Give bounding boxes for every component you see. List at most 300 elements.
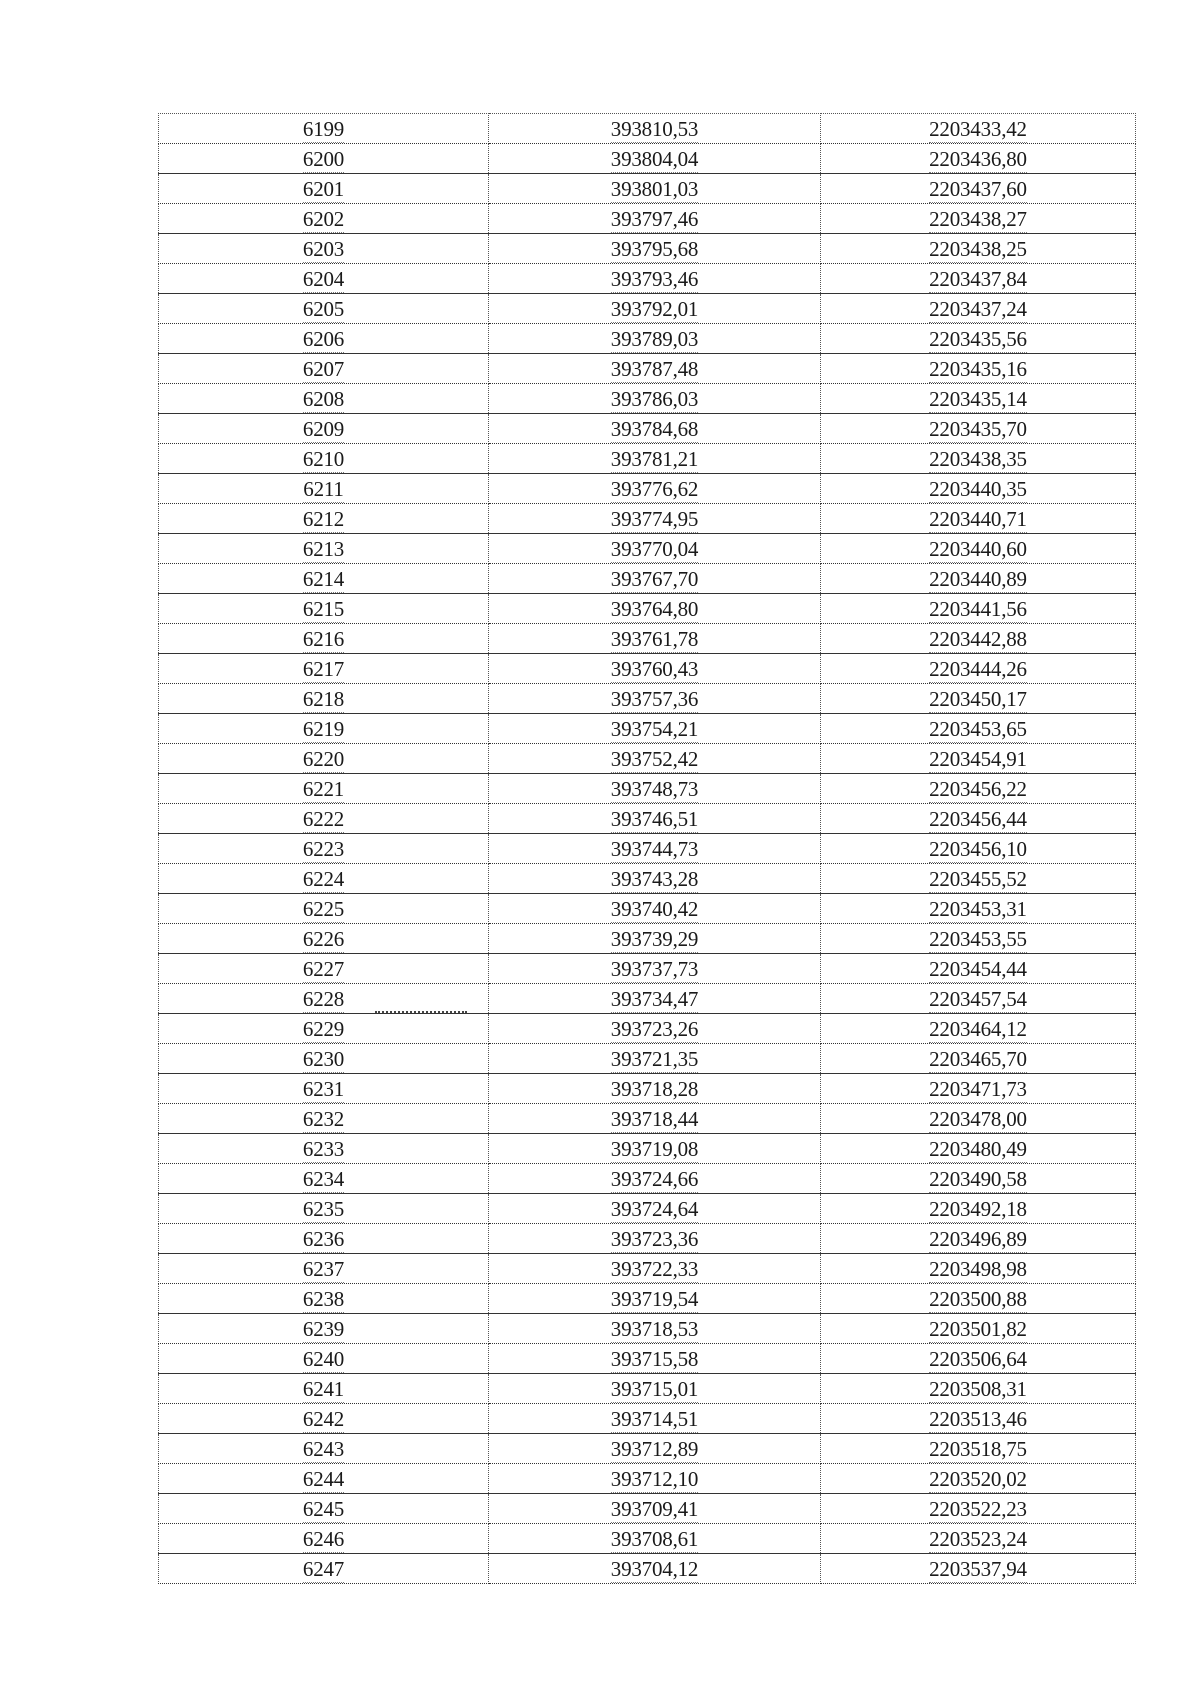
cell-value: 2203453,65 bbox=[929, 717, 1027, 741]
y-coordinate-cell bbox=[821, 264, 1136, 294]
table-row bbox=[159, 294, 1136, 324]
y-coordinate-cell bbox=[821, 1524, 1136, 1554]
table-row bbox=[159, 204, 1136, 234]
y-coordinate-cell bbox=[821, 474, 1136, 504]
table-row bbox=[159, 684, 1136, 714]
cell-value: 2203438,35 bbox=[929, 447, 1027, 471]
table-row bbox=[159, 774, 1136, 804]
table-row bbox=[159, 924, 1136, 954]
cell-value: 2203500,88 bbox=[929, 1287, 1027, 1311]
y-coordinate-cell bbox=[821, 894, 1136, 924]
cell-value: 393786,03 bbox=[610, 387, 699, 411]
cell-value: 393767,70 bbox=[610, 567, 699, 591]
cell-value: 2203433,42 bbox=[929, 117, 1027, 141]
cell-value: 2203457,54 bbox=[929, 987, 1027, 1011]
x-coordinate-cell bbox=[489, 594, 821, 624]
y-coordinate-cell bbox=[821, 1284, 1136, 1314]
x-coordinate-cell bbox=[489, 1194, 821, 1224]
x-coordinate-cell bbox=[489, 1434, 821, 1464]
cell-value: 393793,46 bbox=[610, 267, 699, 291]
table-row bbox=[159, 624, 1136, 654]
cell-value: 2203518,75 bbox=[929, 1437, 1027, 1461]
x-coordinate-cell bbox=[489, 1044, 821, 1074]
x-coordinate-cell bbox=[489, 624, 821, 654]
table-row bbox=[159, 504, 1136, 534]
cell-value: 2203453,31 bbox=[929, 897, 1027, 921]
y-coordinate-cell bbox=[821, 354, 1136, 384]
x-coordinate-cell bbox=[489, 1374, 821, 1404]
point-number-cell bbox=[159, 714, 489, 744]
point-number-cell bbox=[159, 774, 489, 804]
y-coordinate-cell bbox=[821, 204, 1136, 234]
x-coordinate-cell bbox=[489, 1314, 821, 1344]
coordinate-table-body bbox=[159, 114, 1136, 1584]
cell-value: 393784,68 bbox=[610, 417, 699, 441]
table-row bbox=[159, 1344, 1136, 1374]
cell-value: 393715,58 bbox=[610, 1347, 699, 1371]
y-coordinate-cell bbox=[821, 864, 1136, 894]
table-row bbox=[159, 1464, 1136, 1494]
table-row bbox=[159, 654, 1136, 684]
table-row bbox=[159, 594, 1136, 624]
cell-value: 393723,26 bbox=[610, 1017, 699, 1041]
x-coordinate-cell bbox=[489, 1284, 821, 1314]
cell-value: 2203478,00 bbox=[929, 1107, 1027, 1131]
cell-value: 2203537,94 bbox=[929, 1557, 1027, 1581]
cell-value: 2203508,31 bbox=[929, 1377, 1027, 1401]
cell-value: 2203441,56 bbox=[929, 597, 1027, 621]
point-number-cell bbox=[159, 1374, 489, 1404]
x-coordinate-cell bbox=[489, 324, 821, 354]
cell-value: 393739,29 bbox=[610, 927, 699, 951]
cell-value: 393789,03 bbox=[610, 327, 699, 351]
point-number-cell bbox=[159, 864, 489, 894]
x-coordinate-cell bbox=[489, 954, 821, 984]
point-number-cell bbox=[159, 1074, 489, 1104]
cell-value: 6221 bbox=[302, 777, 345, 801]
y-coordinate-cell bbox=[821, 1014, 1136, 1044]
y-coordinate-cell bbox=[821, 954, 1136, 984]
x-coordinate-cell bbox=[489, 804, 821, 834]
point-number-cell bbox=[159, 564, 489, 594]
table-row bbox=[159, 834, 1136, 864]
y-coordinate-cell bbox=[821, 534, 1136, 564]
point-number-cell bbox=[159, 1554, 489, 1584]
y-coordinate-cell bbox=[821, 1254, 1136, 1284]
cell-value: 393792,01 bbox=[610, 297, 699, 321]
cell-value: 393761,78 bbox=[610, 627, 699, 651]
point-number-cell bbox=[159, 1464, 489, 1494]
cell-value: 6236 bbox=[302, 1227, 345, 1251]
x-coordinate-cell bbox=[489, 924, 821, 954]
cell-value: 2203496,89 bbox=[929, 1227, 1027, 1251]
point-number-cell bbox=[159, 1164, 489, 1194]
x-coordinate-cell bbox=[489, 1524, 821, 1554]
cell-value: 6206 bbox=[302, 327, 345, 351]
x-coordinate-cell bbox=[489, 984, 821, 1014]
table-row bbox=[159, 1224, 1136, 1254]
cell-value: 6228 bbox=[302, 987, 345, 1011]
point-number-cell bbox=[159, 894, 489, 924]
cell-value: 393760,43 bbox=[610, 657, 699, 681]
cell-value: 2203456,10 bbox=[929, 837, 1027, 861]
cell-value: 393712,10 bbox=[610, 1467, 699, 1491]
y-coordinate-cell bbox=[821, 714, 1136, 744]
table-row bbox=[159, 714, 1136, 744]
cell-value: 393774,95 bbox=[610, 507, 699, 531]
cell-value: 2203465,70 bbox=[929, 1047, 1027, 1071]
cell-value: 6203 bbox=[302, 237, 345, 261]
y-coordinate-cell bbox=[821, 654, 1136, 684]
coordinate-table-page bbox=[158, 113, 1135, 1584]
table-row bbox=[159, 1494, 1136, 1524]
cell-value: 393787,48 bbox=[610, 357, 699, 381]
y-coordinate-cell bbox=[821, 684, 1136, 714]
y-coordinate-cell bbox=[821, 984, 1136, 1014]
cell-value: 6217 bbox=[302, 657, 345, 681]
point-number-cell bbox=[159, 1494, 489, 1524]
cell-value: 6220 bbox=[302, 747, 345, 771]
point-number-cell bbox=[159, 504, 489, 534]
y-coordinate-cell bbox=[821, 174, 1136, 204]
point-number-cell bbox=[159, 534, 489, 564]
table-row bbox=[159, 1524, 1136, 1554]
y-coordinate-cell bbox=[821, 744, 1136, 774]
cell-value: 393748,73 bbox=[610, 777, 699, 801]
cell-value: 393810,53 bbox=[610, 117, 699, 141]
y-coordinate-cell bbox=[821, 834, 1136, 864]
y-coordinate-cell bbox=[821, 1134, 1136, 1164]
y-coordinate-cell bbox=[821, 564, 1136, 594]
cell-value: 6225 bbox=[302, 897, 345, 921]
cell-value: 6215 bbox=[302, 597, 345, 621]
y-coordinate-cell bbox=[821, 234, 1136, 264]
x-coordinate-cell bbox=[489, 114, 821, 144]
table-row bbox=[159, 804, 1136, 834]
cell-value: 6211 bbox=[303, 477, 344, 501]
cell-value: 6223 bbox=[302, 837, 345, 861]
x-coordinate-cell bbox=[489, 1224, 821, 1254]
y-coordinate-cell bbox=[821, 1104, 1136, 1134]
table-row bbox=[159, 1374, 1136, 1404]
cell-value: 393708,61 bbox=[610, 1527, 699, 1551]
cell-value: 2203438,25 bbox=[929, 237, 1027, 261]
cell-value: 6202 bbox=[302, 207, 345, 231]
cell-value: 2203456,44 bbox=[929, 807, 1027, 831]
cell-value: 2203454,44 bbox=[929, 957, 1027, 981]
cell-value: 6205 bbox=[302, 297, 345, 321]
cell-value: 393709,41 bbox=[610, 1497, 699, 1521]
x-coordinate-cell bbox=[489, 1494, 821, 1524]
cell-value: 393718,44 bbox=[610, 1107, 699, 1131]
x-coordinate-cell bbox=[489, 204, 821, 234]
cell-value: 6244 bbox=[302, 1467, 345, 1491]
cell-value: 393781,21 bbox=[610, 447, 699, 471]
cell-value: 6212 bbox=[302, 507, 345, 531]
y-coordinate-cell bbox=[821, 1374, 1136, 1404]
y-coordinate-cell bbox=[821, 144, 1136, 174]
cell-value: 6241 bbox=[302, 1377, 345, 1401]
point-number-cell bbox=[159, 1104, 489, 1134]
y-coordinate-cell bbox=[821, 1224, 1136, 1254]
point-number-cell bbox=[159, 1134, 489, 1164]
cell-value: 6199 bbox=[302, 117, 345, 141]
table-row bbox=[159, 1074, 1136, 1104]
cell-value: 6219 bbox=[302, 717, 345, 741]
point-number-cell bbox=[159, 1434, 489, 1464]
table-row bbox=[159, 1194, 1136, 1224]
point-number-cell bbox=[159, 1194, 489, 1224]
cell-value: 6226 bbox=[302, 927, 345, 951]
cell-value: 2203440,71 bbox=[929, 507, 1027, 531]
cell-value: 2203471,73 bbox=[929, 1077, 1027, 1101]
cell-value: 393723,36 bbox=[610, 1227, 699, 1251]
cell-value: 393754,21 bbox=[610, 717, 699, 741]
cell-value: 2203453,55 bbox=[929, 927, 1027, 951]
point-number-cell bbox=[159, 1524, 489, 1554]
cell-value: 2203523,24 bbox=[929, 1527, 1027, 1551]
x-coordinate-cell bbox=[489, 684, 821, 714]
point-number-cell bbox=[159, 204, 489, 234]
cell-value: 6207 bbox=[302, 357, 345, 381]
cell-value: 6232 bbox=[302, 1107, 345, 1131]
table-row bbox=[159, 1434, 1136, 1464]
cell-value: 393804,04 bbox=[610, 147, 699, 171]
cell-value: 6218 bbox=[302, 687, 345, 711]
table-row bbox=[159, 1014, 1136, 1044]
table-row bbox=[159, 534, 1136, 564]
y-coordinate-cell bbox=[821, 324, 1136, 354]
y-coordinate-cell bbox=[821, 1404, 1136, 1434]
cell-value: 393764,80 bbox=[610, 597, 699, 621]
cell-value: 393801,03 bbox=[610, 177, 699, 201]
x-coordinate-cell bbox=[489, 654, 821, 684]
point-number-cell bbox=[159, 1314, 489, 1344]
y-coordinate-cell bbox=[821, 1344, 1136, 1374]
cell-value: 6235 bbox=[302, 1197, 345, 1221]
cell-value: 393712,89 bbox=[610, 1437, 699, 1461]
table-row bbox=[159, 1314, 1136, 1344]
table-row bbox=[159, 1404, 1136, 1434]
cell-value: 6245 bbox=[302, 1497, 345, 1521]
cell-value: 6227 bbox=[302, 957, 345, 981]
table-row bbox=[159, 1254, 1136, 1284]
y-coordinate-cell bbox=[821, 1434, 1136, 1464]
x-coordinate-cell bbox=[489, 564, 821, 594]
cell-value: 6240 bbox=[302, 1347, 345, 1371]
cell-value: 2203480,49 bbox=[929, 1137, 1027, 1161]
x-coordinate-cell bbox=[489, 1014, 821, 1044]
point-number-cell bbox=[159, 984, 489, 1014]
cell-value: 2203506,64 bbox=[929, 1347, 1027, 1371]
y-coordinate-cell bbox=[821, 1314, 1136, 1344]
cell-value: 393797,46 bbox=[610, 207, 699, 231]
table-row bbox=[159, 1554, 1136, 1584]
cell-value: 393718,53 bbox=[610, 1317, 699, 1341]
cell-value: 393719,08 bbox=[610, 1137, 699, 1161]
cell-value: 6224 bbox=[302, 867, 345, 891]
point-number-cell bbox=[159, 1404, 489, 1434]
table-row bbox=[159, 264, 1136, 294]
y-coordinate-cell bbox=[821, 504, 1136, 534]
point-number-cell bbox=[159, 414, 489, 444]
coordinate-table bbox=[158, 113, 1136, 1584]
x-coordinate-cell bbox=[489, 444, 821, 474]
x-coordinate-cell bbox=[489, 384, 821, 414]
cell-value: 2203450,17 bbox=[929, 687, 1027, 711]
table-row bbox=[159, 444, 1136, 474]
cell-value: 393724,64 bbox=[610, 1197, 699, 1221]
y-coordinate-cell bbox=[821, 384, 1136, 414]
point-number-cell bbox=[159, 624, 489, 654]
table-row bbox=[159, 324, 1136, 354]
point-number-cell bbox=[159, 954, 489, 984]
table-row bbox=[159, 414, 1136, 444]
table-row bbox=[159, 114, 1136, 144]
cell-value: 393752,42 bbox=[610, 747, 699, 771]
cell-value: 2203442,88 bbox=[929, 627, 1027, 651]
x-coordinate-cell bbox=[489, 474, 821, 504]
y-coordinate-cell bbox=[821, 114, 1136, 144]
cell-value: 393740,42 bbox=[610, 897, 699, 921]
cell-value: 6242 bbox=[302, 1407, 345, 1431]
x-coordinate-cell bbox=[489, 744, 821, 774]
x-coordinate-cell bbox=[489, 1464, 821, 1494]
table-row bbox=[159, 564, 1136, 594]
x-coordinate-cell bbox=[489, 1164, 821, 1194]
cell-value: 6210 bbox=[302, 447, 345, 471]
cell-value: 2203455,52 bbox=[929, 867, 1027, 891]
cell-value: 6209 bbox=[302, 417, 345, 441]
point-number-cell bbox=[159, 744, 489, 774]
cell-value: 2203437,60 bbox=[929, 177, 1027, 201]
cell-value: 393776,62 bbox=[610, 477, 699, 501]
cell-value: 6238 bbox=[302, 1287, 345, 1311]
point-number-cell bbox=[159, 654, 489, 684]
cell-value: 2203437,84 bbox=[929, 267, 1027, 291]
y-coordinate-cell bbox=[821, 414, 1136, 444]
point-number-cell bbox=[159, 684, 489, 714]
cell-value: 393744,73 bbox=[610, 837, 699, 861]
x-coordinate-cell bbox=[489, 774, 821, 804]
y-coordinate-cell bbox=[821, 1554, 1136, 1584]
point-number-cell bbox=[159, 174, 489, 204]
point-number-cell bbox=[159, 1344, 489, 1374]
cell-value: 6243 bbox=[302, 1437, 345, 1461]
point-number-cell bbox=[159, 354, 489, 384]
y-coordinate-cell bbox=[821, 444, 1136, 474]
cell-value: 2203520,02 bbox=[929, 1467, 1027, 1491]
cell-value: 6233 bbox=[302, 1137, 345, 1161]
point-number-cell bbox=[159, 384, 489, 414]
x-coordinate-cell bbox=[489, 1074, 821, 1104]
cell-value: 393737,73 bbox=[610, 957, 699, 981]
x-coordinate-cell bbox=[489, 414, 821, 444]
y-coordinate-cell bbox=[821, 594, 1136, 624]
x-coordinate-cell bbox=[489, 354, 821, 384]
cell-value: 2203456,22 bbox=[929, 777, 1027, 801]
cell-value: 393770,04 bbox=[610, 537, 699, 561]
cell-value: 2203464,12 bbox=[929, 1017, 1027, 1041]
cell-value: 2203454,91 bbox=[929, 747, 1027, 771]
point-number-cell bbox=[159, 294, 489, 324]
cell-value: 2203435,14 bbox=[929, 387, 1027, 411]
dotted-scan-mark bbox=[375, 1011, 467, 1013]
x-coordinate-cell bbox=[489, 1344, 821, 1374]
x-coordinate-cell bbox=[489, 1254, 821, 1284]
cell-value: 2203492,18 bbox=[929, 1197, 1027, 1221]
point-number-cell bbox=[159, 1254, 489, 1284]
point-number-cell bbox=[159, 1044, 489, 1074]
cell-value: 393724,66 bbox=[610, 1167, 699, 1191]
cell-value: 6208 bbox=[302, 387, 345, 411]
table-row bbox=[159, 384, 1136, 414]
x-coordinate-cell bbox=[489, 534, 821, 564]
cell-value: 393718,28 bbox=[610, 1077, 699, 1101]
x-coordinate-cell bbox=[489, 1404, 821, 1434]
table-row bbox=[159, 1164, 1136, 1194]
y-coordinate-cell bbox=[821, 1494, 1136, 1524]
x-coordinate-cell bbox=[489, 864, 821, 894]
table-row bbox=[159, 744, 1136, 774]
table-row bbox=[159, 1134, 1136, 1164]
point-number-cell bbox=[159, 594, 489, 624]
x-coordinate-cell bbox=[489, 1104, 821, 1134]
x-coordinate-cell bbox=[489, 1134, 821, 1164]
cell-value: 2203435,16 bbox=[929, 357, 1027, 381]
cell-value: 6230 bbox=[302, 1047, 345, 1071]
x-coordinate-cell bbox=[489, 1554, 821, 1584]
y-coordinate-cell bbox=[821, 1074, 1136, 1104]
cell-value: 393743,28 bbox=[610, 867, 699, 891]
cell-value: 2203522,23 bbox=[929, 1497, 1027, 1521]
cell-value: 6237 bbox=[302, 1257, 345, 1281]
cell-value: 393757,36 bbox=[610, 687, 699, 711]
point-number-cell bbox=[159, 444, 489, 474]
cell-value: 6239 bbox=[302, 1317, 345, 1341]
y-coordinate-cell bbox=[821, 774, 1136, 804]
cell-value: 2203501,82 bbox=[929, 1317, 1027, 1341]
y-coordinate-cell bbox=[821, 1164, 1136, 1194]
cell-value: 393746,51 bbox=[610, 807, 699, 831]
x-coordinate-cell bbox=[489, 144, 821, 174]
cell-value: 6200 bbox=[302, 147, 345, 171]
table-row bbox=[159, 474, 1136, 504]
cell-value: 2203435,70 bbox=[929, 417, 1027, 441]
point-number-cell bbox=[159, 114, 489, 144]
y-coordinate-cell bbox=[821, 924, 1136, 954]
cell-value: 6231 bbox=[302, 1077, 345, 1101]
x-coordinate-cell bbox=[489, 714, 821, 744]
point-number-cell bbox=[159, 144, 489, 174]
point-number-cell bbox=[159, 834, 489, 864]
cell-value: 393795,68 bbox=[610, 237, 699, 261]
table-row bbox=[159, 984, 1136, 1014]
table-row bbox=[159, 174, 1136, 204]
point-number-cell bbox=[159, 264, 489, 294]
table-row bbox=[159, 1044, 1136, 1074]
table-row bbox=[159, 354, 1136, 384]
x-coordinate-cell bbox=[489, 834, 821, 864]
point-number-cell bbox=[159, 324, 489, 354]
table-row bbox=[159, 894, 1136, 924]
y-coordinate-cell bbox=[821, 1464, 1136, 1494]
cell-value: 393734,47 bbox=[610, 987, 699, 1011]
cell-value: 2203435,56 bbox=[929, 327, 1027, 351]
cell-value: 2203440,35 bbox=[929, 477, 1027, 501]
point-number-cell bbox=[159, 234, 489, 264]
point-number-cell bbox=[159, 1224, 489, 1254]
